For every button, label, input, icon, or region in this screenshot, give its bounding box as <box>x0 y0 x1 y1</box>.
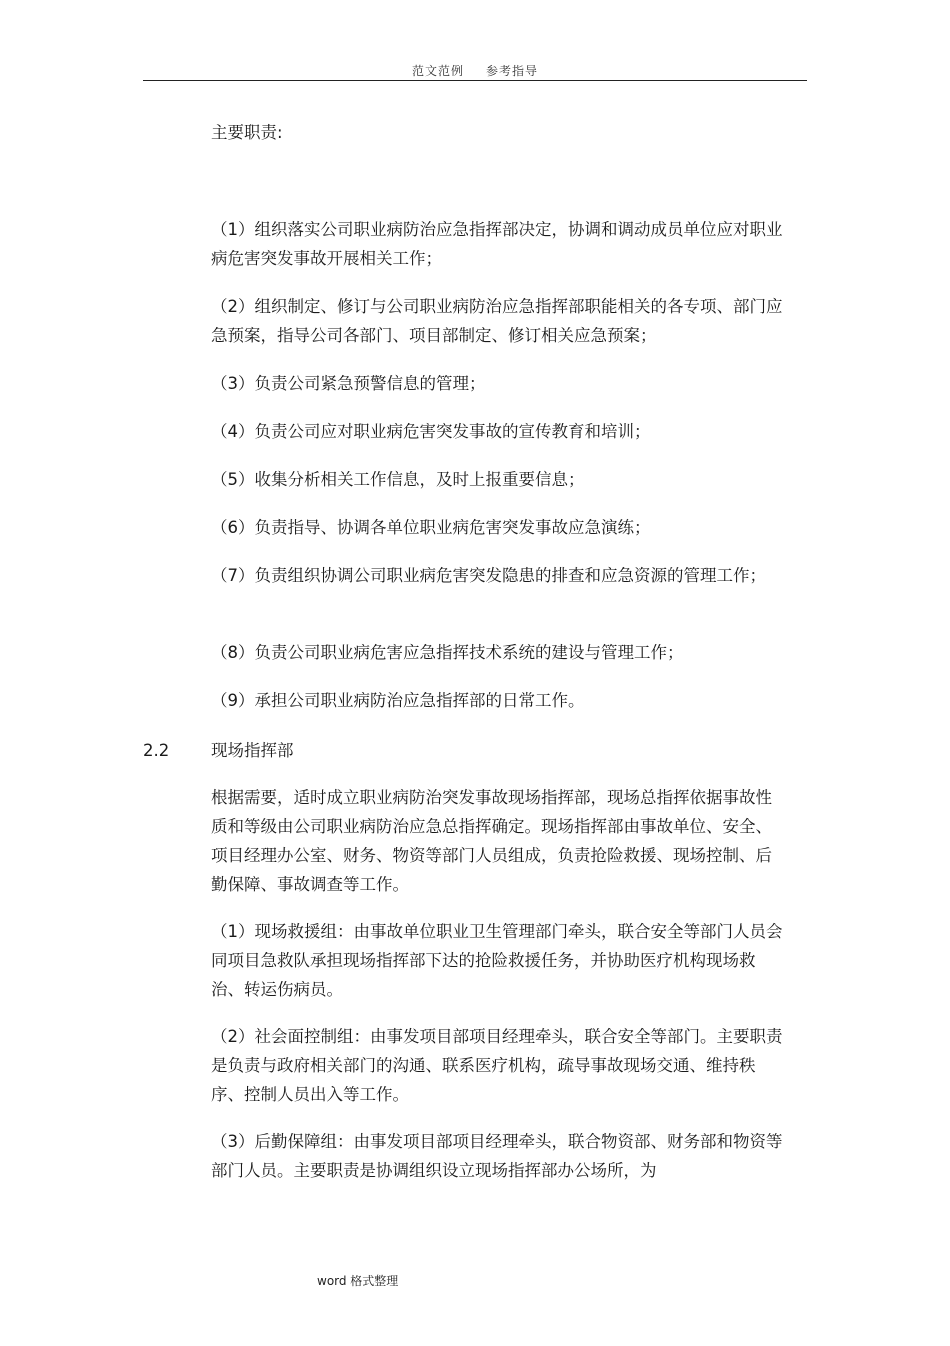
page-footer: word 格式整理 <box>317 1274 399 1288</box>
intro-heading: 主要职责: <box>211 123 283 142</box>
section-paragraph-3: （2）社会面控制组：由事发项目部项目经理牵头，联合安全等部门。主要职责是负责与政府相关部门的沟通、联系医疗机构，疏导事故现场交通、维持秩序、控制人员出入等工作。 <box>211 1027 783 1104</box>
header-divider <box>143 80 807 81</box>
duty-item-3: （3）负责公司紧急预警信息的管理； <box>211 374 486 393</box>
duty-item-1: （1）组织落实公司职业病防治应急指挥部决定，协调和调动成员单位应对职业病危害突发事故开展相关工作； <box>211 220 783 268</box>
header-left-text: 范文范例 <box>411 64 464 78</box>
section-paragraph-4: （3）后勤保障组：由事发项目部项目经理牵头，联合物资部、财务部和物资等部门人员。主要职责是协调组织设立现场指挥部办公场所，为 <box>211 1132 783 1180</box>
page-header <box>0 62 950 79</box>
duty-item-6: （6）负责指导、协调各单位职业病危害突发事故应急演练； <box>211 518 651 537</box>
section-paragraph-1: 根据需要，适时成立职业病防治突发事故现场指挥部，现场总指挥依据事故性质和等级由公司职业病防治应急总指挥确定。现场指挥部由事故单位、安全、项目经理办公室、财务、物资等部门人员组成，负责抢险救援、现场控制、后勤保障、事故调查等工作。 <box>211 788 772 894</box>
section-title: 现场指挥部 <box>211 741 294 760</box>
duty-item-7: （7）负责组织协调公司职业病危害突发隐患的排查和应急资源的管理工作； <box>211 566 766 585</box>
duty-item-2: （2）组织制定、修订与公司职业病防治应急指挥部职能相关的各专项、部门应急预案，指导公司各部门、项目部制定、修订相关应急预案； <box>211 297 783 345</box>
duty-item-8: （8）负责公司职业病危害应急指挥技术系统的建设与管理工作； <box>211 643 684 662</box>
duty-item-5: （5）收集分析相关工作信息，及时上报重要信息； <box>211 470 585 489</box>
section-number: 2.2 <box>143 741 170 760</box>
section-paragraph-2: （1）现场救援组：由事故单位职业卫生管理部门牵头，联合安全等部门人员会同项目急救队承担现场指挥部下达的抢险救援任务，并协助医疗机构现场救治、转运伤病员。 <box>211 922 783 999</box>
header-right-text: 参考指导 <box>486 64 539 78</box>
duty-item-4: （4）负责公司应对职业病危害突发事故的宣传教育和培训； <box>211 422 651 441</box>
duty-item-9: （9）承担公司职业病防治应急指挥部的日常工作。 <box>211 691 585 710</box>
